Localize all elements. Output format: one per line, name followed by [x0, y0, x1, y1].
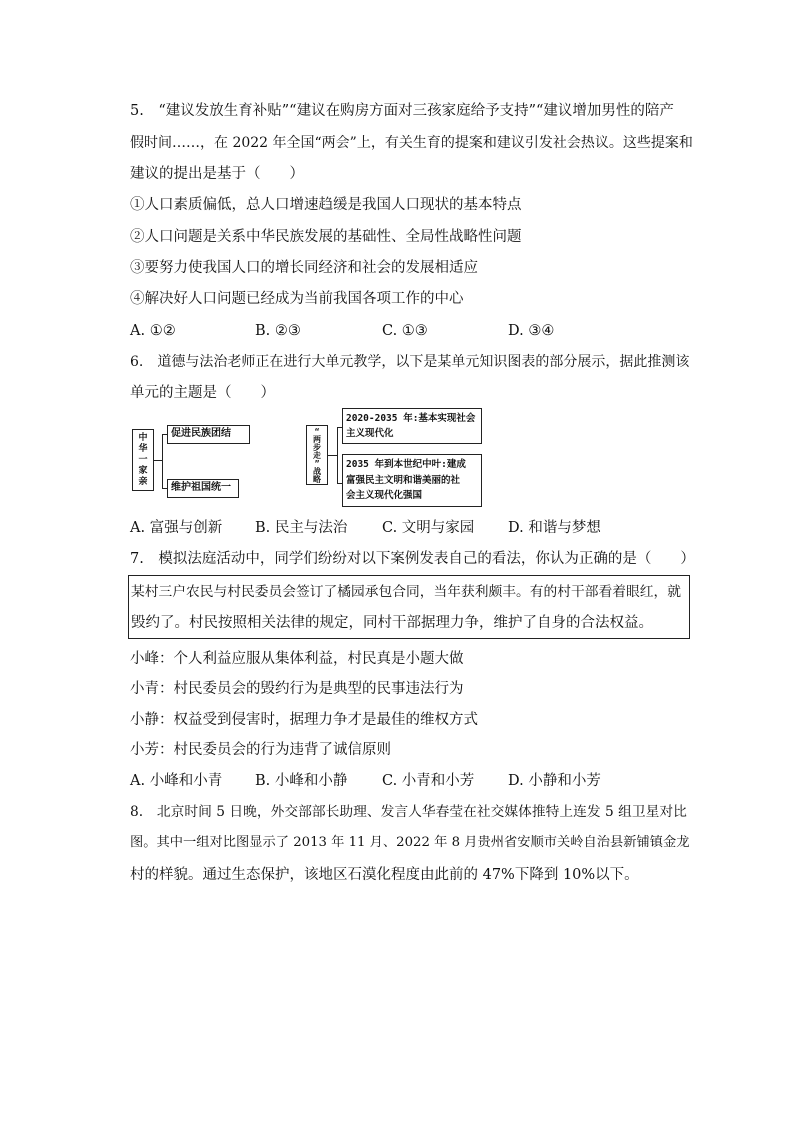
right-root-char: “: [314, 427, 320, 436]
connector: [154, 460, 162, 461]
left-root-box: [132, 429, 154, 491]
q6-option-a: A. 富强与创新: [130, 520, 223, 536]
right-branch-1: [342, 408, 482, 444]
q5-option-b: B. ②③: [255, 323, 301, 339]
q7-case-box: [128, 575, 690, 639]
right-branch-1-line2: 主义现代化: [346, 428, 394, 439]
q5-option-d: D. ③④: [508, 323, 555, 339]
q5-statement-3: ③要努力使我国人口的增长同经济和社会的发展相适应: [130, 260, 478, 276]
q5-option-c: C. ①③: [382, 323, 428, 339]
q5-stem-line1: 5. “建议发放生育补贴”“建议在购房方面对三孩家庭给予支持”“建议增加男性的陪产: [130, 103, 674, 119]
right-branch-2-line3: 会主义现代化强国: [346, 490, 423, 501]
left-root-char: 家: [138, 466, 148, 476]
connector: [328, 455, 337, 456]
q5-stem-line3: 建议的提出是基于（ ）: [130, 166, 304, 182]
q5-statement-4: ④解决好人口问题已经成为当前我国各项工作的中心: [130, 291, 464, 307]
right-branch-2-line1: 2035 年到本世纪中叶:建成: [346, 459, 466, 470]
left-branch-2: 维护祖国统一: [167, 479, 239, 498]
q6-option-d: D. 和谐与梦想: [508, 520, 601, 536]
q8-stem-line1: 8. 北京时间 5 日晚，外交部部长助理、发言人华春莹在社交媒体推特上连发 5 组卫星对比: [130, 804, 687, 820]
right-branch-2-line2: 富强民主文明和谐美丽的社: [346, 474, 461, 486]
q8-stem-line3: 村的样貌。通过生态保护，该地区石漠化程度由此前的 47%下降到 10%以下。: [130, 867, 639, 883]
left-root-char: 一: [138, 455, 148, 465]
right-root-char: 走: [313, 451, 321, 460]
right-root-char: 步: [313, 443, 321, 452]
right-root-char: ”: [314, 459, 320, 468]
q7-case-line1: 某村三户农民与村民委员会签订了橘园承包合同，当年获利颇丰。有的村干部看着眼红，就: [131, 584, 682, 600]
left-root-char: 亲: [138, 477, 148, 487]
connector: [337, 427, 338, 483]
q7-view-3: 小静：权益受到侵害时，据理力争才是最佳的维权方式: [130, 712, 478, 728]
q5-statement-1: ①人口素质偏低，总人口增速趋缓是我国人口现状的基本特点: [130, 197, 522, 213]
q5-statement-2: ②人口问题是关系中华民族发展的基础性、全局性战略性问题: [130, 229, 522, 245]
connector: [162, 434, 163, 488]
left-branch-1: 促进民族团结: [167, 425, 250, 444]
q7-view-4: 小芳：村民委员会的行为违背了诚信原则: [130, 742, 391, 758]
q6-option-b: B. 民主与法治: [255, 520, 348, 536]
q7-case-line2: 毁约了。村民按照相关法律的规定，同村干部据理力争，维护了自身的合法权益。: [131, 615, 653, 631]
left-root-char: 华: [138, 444, 148, 454]
right-root-box: [306, 425, 328, 485]
q7-option-d: D. 小静和小芳: [508, 773, 601, 789]
q6-option-c: C. 文明与家园: [382, 520, 475, 536]
q5-option-a: A. ①②: [130, 323, 176, 339]
q7-option-a: A. 小峰和小青: [130, 773, 223, 789]
right-root-char: 战: [313, 467, 321, 476]
q7-option-b: B. 小峰和小静: [255, 773, 348, 789]
q5-stem-line2: 假时间……，在 2022 年全国“两会”上，有关生育的提案和建议引发社会热议。这些提案和: [130, 135, 693, 151]
right-branch-2: [342, 454, 482, 507]
q7-view-1: 小峰：个人利益应服从集体利益，村民真是小题大做: [130, 651, 464, 667]
q7-option-c: C. 小青和小芳: [382, 773, 475, 789]
right-branch-1-line1: 2020-2035 年:基本实现社会: [346, 413, 476, 424]
q6-stem-line2: 单元的主题是（ ）: [130, 385, 275, 401]
left-root-char: 中: [138, 433, 148, 443]
right-root-char: 两: [313, 435, 321, 444]
right-root-char: 略: [313, 475, 321, 484]
q8-stem-line2: 图。其中一组对比图显示了 2013 年 11 月、2022 年 8 月贵州省安顺市关岭自治县新铺镇金龙: [130, 835, 690, 850]
q7-stem: 7. 模拟法庭活动中，同学们纷纷对以下案例发表自己的看法，你认为正确的是（ ）: [130, 551, 695, 567]
q7-view-2: 小青：村民委员会的毁约行为是典型的民事违法行为: [130, 681, 464, 697]
q6-stem-line1: 6. 道德与法治老师正在进行大单元教学，以下是某单元知识图表的部分展示，据此推测该: [130, 354, 690, 370]
